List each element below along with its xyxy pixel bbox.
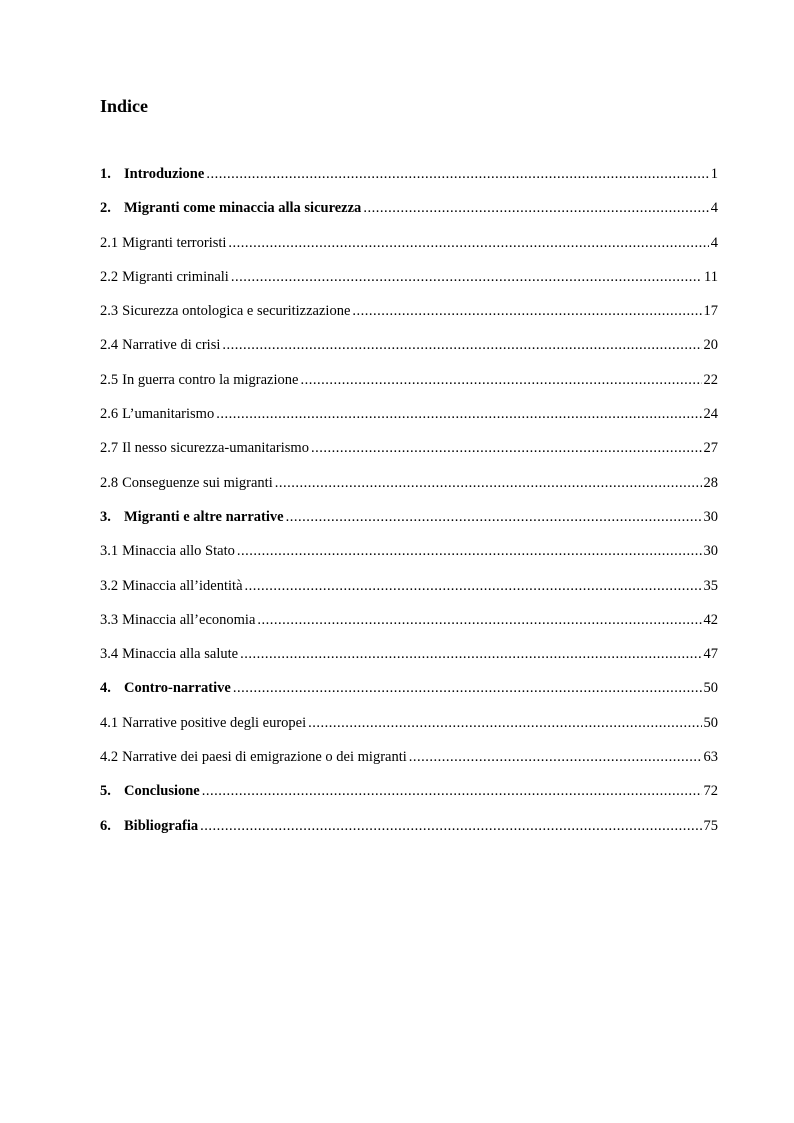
toc-entry-page: 75 xyxy=(703,817,718,834)
toc-entry-label: Narrative dei paesi di emigrazione o dei migranti xyxy=(122,749,407,766)
toc-entry-conclusione[interactable] xyxy=(100,781,718,815)
toc-entry-number: 3.1 xyxy=(100,543,119,560)
toc-entry-conseguenze-sui-migranti[interactable] xyxy=(100,473,718,507)
toc-entry-page: 17 xyxy=(703,303,718,320)
page-title: Indice xyxy=(100,96,149,116)
toc-entry-page: 4 xyxy=(710,200,718,217)
toc-entry-page: 24 xyxy=(703,406,718,423)
toc-entry-page: 20 xyxy=(703,337,718,354)
toc-entry-label: Minaccia allo Stato xyxy=(122,543,235,560)
toc-entry-page: 63 xyxy=(703,749,718,766)
toc-entry-number: 4.1 xyxy=(100,714,119,731)
toc-dot-leader xyxy=(300,370,701,390)
toc-dot-leader xyxy=(257,610,701,630)
toc-entry-label: Minaccia alla salute xyxy=(122,646,239,663)
toc-entry-page: 72 xyxy=(703,783,718,800)
toc-dot-leader xyxy=(352,301,701,321)
toc-entry-label: Contro-narrative xyxy=(124,680,231,697)
toc-dot-leader xyxy=(231,267,702,287)
toc-dot-leader xyxy=(233,678,702,698)
toc-entry-number: 2.8 xyxy=(100,474,119,491)
toc-entry-nesso-sicurezza-umanitarismo[interactable] xyxy=(100,438,718,472)
toc-entry-number: 2.2 xyxy=(100,268,119,285)
toc-entry-number: 3.3 xyxy=(100,611,119,628)
toc-dot-leader xyxy=(240,644,701,664)
toc-entry-minaccia-economia[interactable] xyxy=(100,610,718,644)
toc-entry-page: 28 xyxy=(703,474,718,491)
toc-entry-narrative-di-crisi[interactable] xyxy=(100,335,718,369)
toc-entry-label: Introduzione xyxy=(124,166,205,182)
toc-dot-leader xyxy=(228,233,708,253)
toc-entry-label: Narrative positive degli europei xyxy=(122,714,307,731)
toc-entry-page: 30 xyxy=(703,508,718,525)
toc-entry-page: 1 xyxy=(710,166,718,182)
toc-dot-leader xyxy=(222,335,701,355)
toc-entry-number: 3. xyxy=(100,508,111,525)
toc-entry-migranti-terroristi[interactable] xyxy=(100,233,718,267)
toc-entry-number: 6. xyxy=(100,817,111,834)
toc-dot-leader xyxy=(409,747,702,767)
toc-entry-bibliografia[interactable] xyxy=(100,816,718,850)
toc-entry-number: 2.5 xyxy=(100,371,119,388)
toc-entry-number: 2.7 xyxy=(100,440,119,457)
toc-entry-page: 11 xyxy=(704,268,718,285)
toc-entry-label: Migranti terroristi xyxy=(122,234,227,251)
toc-entry-contro-narrative[interactable] xyxy=(100,678,718,712)
toc-entry-page: 27 xyxy=(703,440,718,457)
toc-entry-narrative-positive-europei[interactable] xyxy=(100,713,718,747)
toc-entry-number: 2.3 xyxy=(100,303,119,320)
toc-entry-minaccia-salute[interactable] xyxy=(100,644,718,678)
toc-entry-label: Narrative di crisi xyxy=(122,337,221,354)
toc-entry-number: 2. xyxy=(100,200,111,217)
toc-entry-number: 2.6 xyxy=(100,406,119,423)
toc-entry-page: 30 xyxy=(703,543,718,560)
toc-entry-number: 2.4 xyxy=(100,337,119,354)
toc-dot-leader xyxy=(308,713,701,733)
toc-entry-number: 4.2 xyxy=(100,749,119,766)
toc-entry-umanitarismo[interactable] xyxy=(100,404,718,438)
toc-entry-label: Migranti e altre narrative xyxy=(124,508,284,525)
toc-entry-label: Conclusione xyxy=(124,783,200,800)
toc-entry-migranti-minaccia-sicurezza[interactable] xyxy=(100,198,718,232)
toc-entry-number: 3.2 xyxy=(100,577,119,594)
toc-entry-page: 35 xyxy=(703,577,718,594)
toc-entry-narrative-paesi-emigrazione[interactable] xyxy=(100,747,718,781)
toc-entry-label: Minaccia all’economia xyxy=(122,611,256,628)
toc-entry-label: Migranti criminali xyxy=(122,268,229,285)
table-of-contents xyxy=(100,164,718,850)
toc-entry-number: 2.1 xyxy=(100,234,119,251)
toc-entry-migranti-altre-narrative[interactable] xyxy=(100,507,718,541)
toc-entry-number: 5. xyxy=(100,783,111,800)
toc-dot-leader xyxy=(275,473,702,493)
toc-entry-label: Minaccia all’identità xyxy=(122,577,243,594)
toc-entry-number: 3.4 xyxy=(100,646,119,663)
toc-entry-page: 22 xyxy=(703,371,718,388)
toc-entry-label: Sicurezza ontologica e securitizzazione xyxy=(122,303,351,320)
toc-entry-label: L’umanitarismo xyxy=(122,406,215,423)
toc-dot-leader xyxy=(245,576,702,596)
toc-dot-leader xyxy=(363,198,708,218)
toc-dot-leader xyxy=(200,816,701,836)
toc-dot-leader xyxy=(206,164,708,184)
toc-entry-sicurezza-ontologica[interactable] xyxy=(100,301,718,335)
toc-entry-label: Migranti come minaccia alla sicurezza xyxy=(124,200,362,217)
toc-entry-minaccia-identita[interactable] xyxy=(100,576,718,610)
toc-entry-minaccia-allo-stato[interactable] xyxy=(100,541,718,575)
toc-entry-label: In guerra contro la migrazione xyxy=(122,371,299,388)
toc-entry-page: 50 xyxy=(703,714,718,731)
toc-entry-migranti-criminali[interactable] xyxy=(100,267,718,301)
toc-entry-number: 4. xyxy=(100,680,111,697)
toc-dot-leader xyxy=(286,507,702,527)
toc-dot-leader xyxy=(216,404,701,424)
toc-dot-leader xyxy=(311,438,702,458)
toc-entry-label: Conseguenze sui migranti xyxy=(122,474,273,491)
toc-entry-label: Il nesso sicurezza-umanitarismo xyxy=(122,440,309,457)
toc-entry-page: 50 xyxy=(703,680,718,697)
toc-entry-page: 4 xyxy=(710,234,718,251)
toc-entry-number: 1. xyxy=(100,166,111,182)
toc-dot-leader xyxy=(202,781,702,801)
toc-entry-label: Bibliografia xyxy=(124,817,199,834)
toc-entry-page: 42 xyxy=(703,611,718,628)
toc-entry-introduzione[interactable] xyxy=(100,164,718,198)
toc-dot-leader xyxy=(237,541,702,561)
toc-entry-page: 47 xyxy=(703,646,718,663)
toc-entry-in-guerra-contro-la-migrazione[interactable] xyxy=(100,370,718,404)
